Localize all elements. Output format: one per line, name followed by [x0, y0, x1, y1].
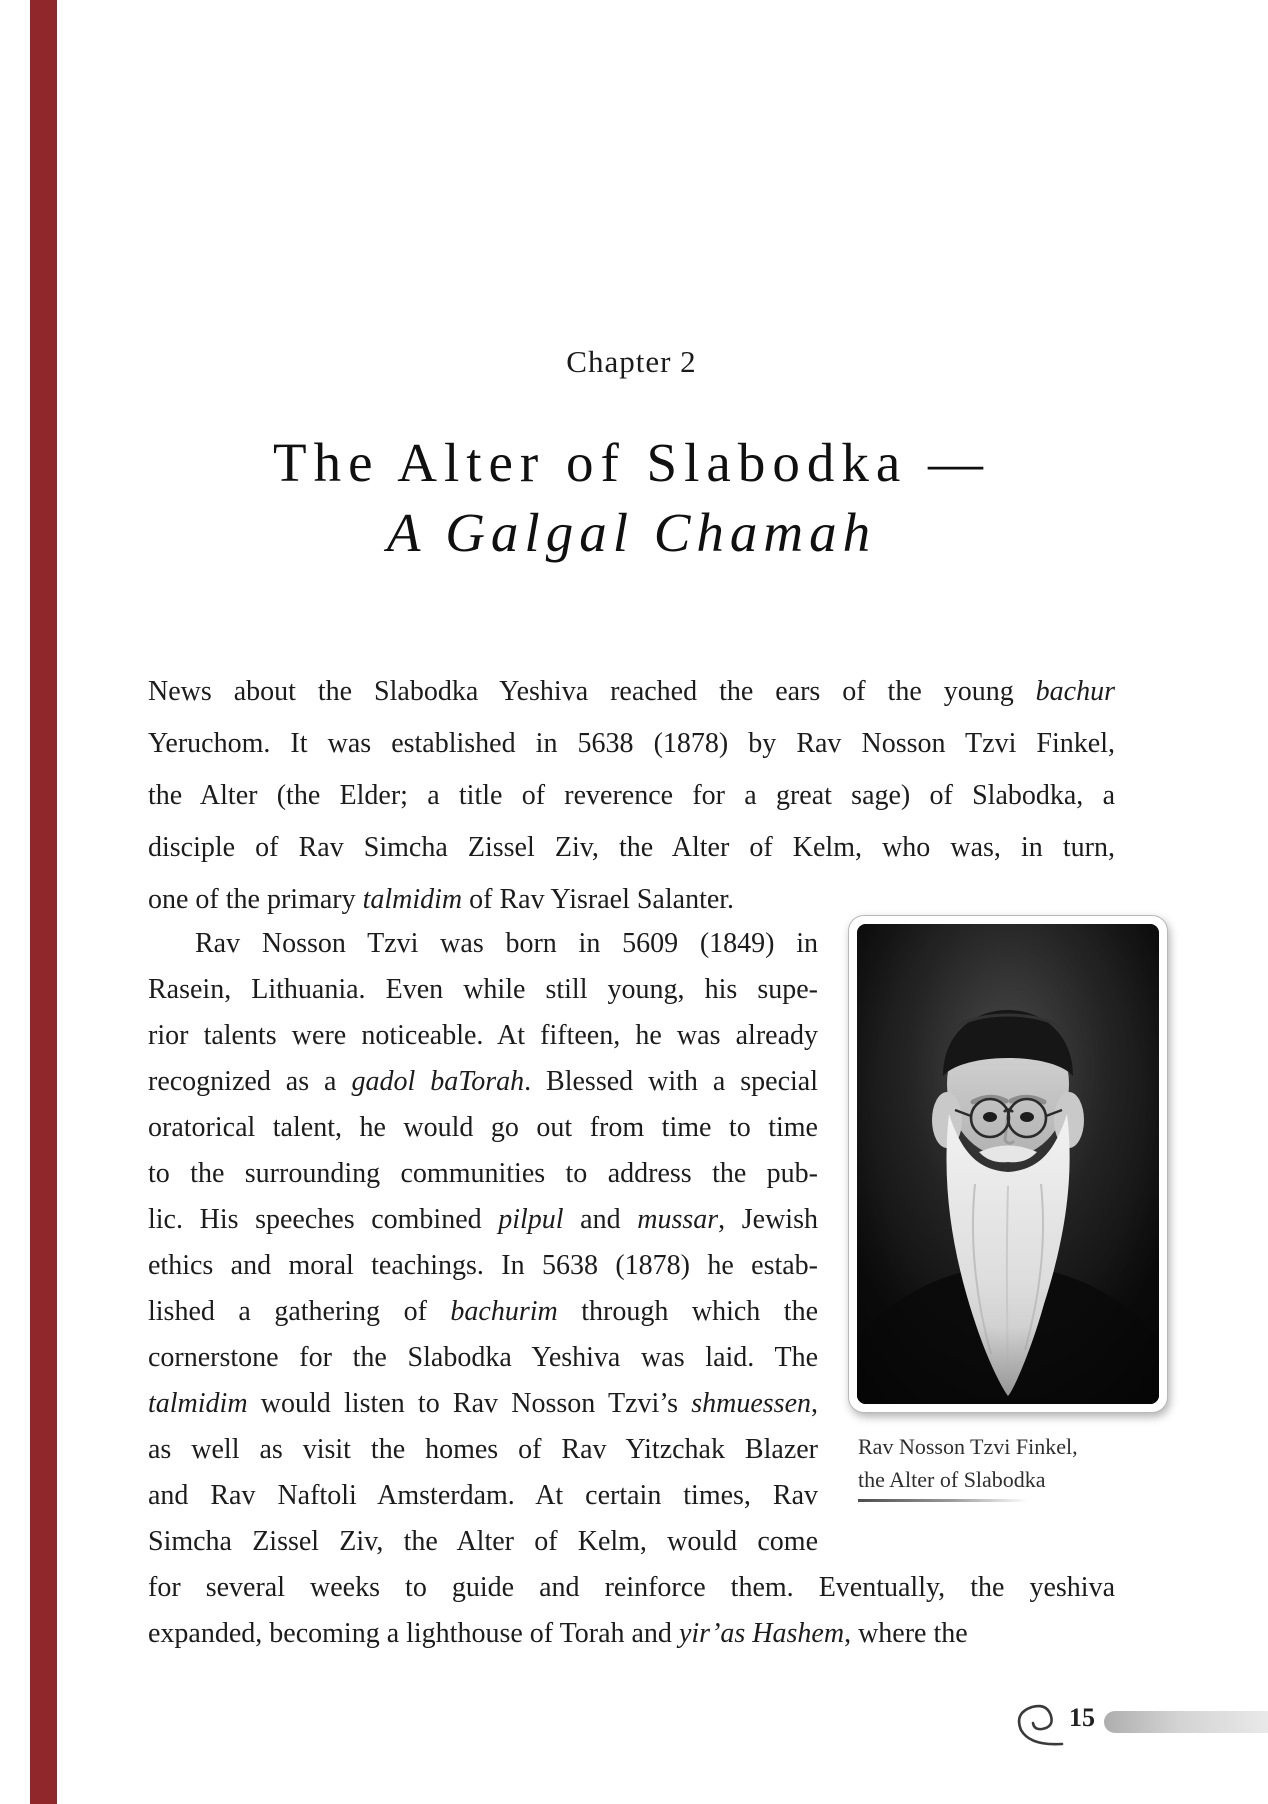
- text-line: cornerstone for the Slabodka Yeshiva was laid. The: [148, 1342, 818, 1373]
- text-line: lished a gathering of bachurim through which the: [148, 1296, 818, 1327]
- paragraph-1: [148, 666, 1115, 926]
- chapter-title: [110, 428, 1153, 568]
- footer-flourish-icon: [1000, 1700, 1268, 1755]
- text-line: as well as visit the homes of Rav Yitzchak Blazer: [148, 1434, 818, 1465]
- chapter-title-line-1: The Alter of Slabodka —: [273, 432, 990, 493]
- page-number: 15: [1069, 1703, 1095, 1732]
- text-line: for several weeks to guide and reinforce them. Eventually, the yeshiva: [148, 1572, 1115, 1603]
- text-line: lic. His speeches combined pilpul and mussar, Jewish: [148, 1204, 818, 1235]
- photo-caption: [858, 1430, 1118, 1496]
- portrait-photo: [857, 924, 1159, 1404]
- text-line: the Alter (the Elder; a title of reverence for a great sage) of Slabodka, a: [148, 780, 1115, 811]
- text-line: and Rav Naftoli Amsterdam. At certain times, Rav: [148, 1480, 818, 1511]
- text-line: Simcha Zissel Ziv, the Alter of Kelm, would come: [148, 1526, 818, 1557]
- text-line: to the surrounding communities to address the pub-: [148, 1158, 818, 1189]
- chapter-edge-stripe: [30, 0, 57, 1804]
- photo-frame: [848, 915, 1168, 1413]
- text-line: Yeruchom. It was established in 5638 (1878) by Rav Nosson Tzvi Finkel,: [148, 728, 1115, 759]
- text-line: Rav Nosson Tzvi was born in 5609 (1849) in: [195, 928, 818, 959]
- text-line: oratorical talent, he would go out from time to time: [148, 1112, 818, 1143]
- chapter-title-line-2: A Galgal Chamah: [386, 502, 877, 563]
- text-line: expanded, becoming a lighthouse of Torah and yir’as Hashem, where the: [148, 1618, 968, 1649]
- text-line: disciple of Rav Simcha Zissel Ziv, the Alter of Kelm, who was, in turn,: [148, 832, 1115, 863]
- text-line: recognized as a gadol baTorah. Blessed with a special: [148, 1066, 818, 1097]
- text-line: ethics and moral teachings. In 5638 (1878) he estab-: [148, 1250, 818, 1281]
- text-line: News about the Slabodka Yeshiva reached the ears of the young bachur: [148, 676, 1115, 707]
- photo-caption-line-2: the Alter of Slabodka: [858, 1467, 1046, 1492]
- caption-rule: [858, 1499, 1028, 1502]
- photo-caption-line-1: Rav Nosson Tzvi Finkel,: [858, 1434, 1078, 1459]
- text-line: one of the primary talmidim of Rav Yisrael Salanter.: [148, 884, 735, 915]
- portrait-image: [857, 924, 1159, 1404]
- text-line: rior talents were noticeable. At fifteen, he was already: [148, 1020, 818, 1051]
- text-line: talmidim would listen to Rav Nosson Tzvi’s shmuessen,: [148, 1388, 818, 1419]
- chapter-label: Chapter 2: [566, 344, 697, 379]
- text-line: Rasein, Lithuania. Even while still young, his supe-: [148, 974, 818, 1005]
